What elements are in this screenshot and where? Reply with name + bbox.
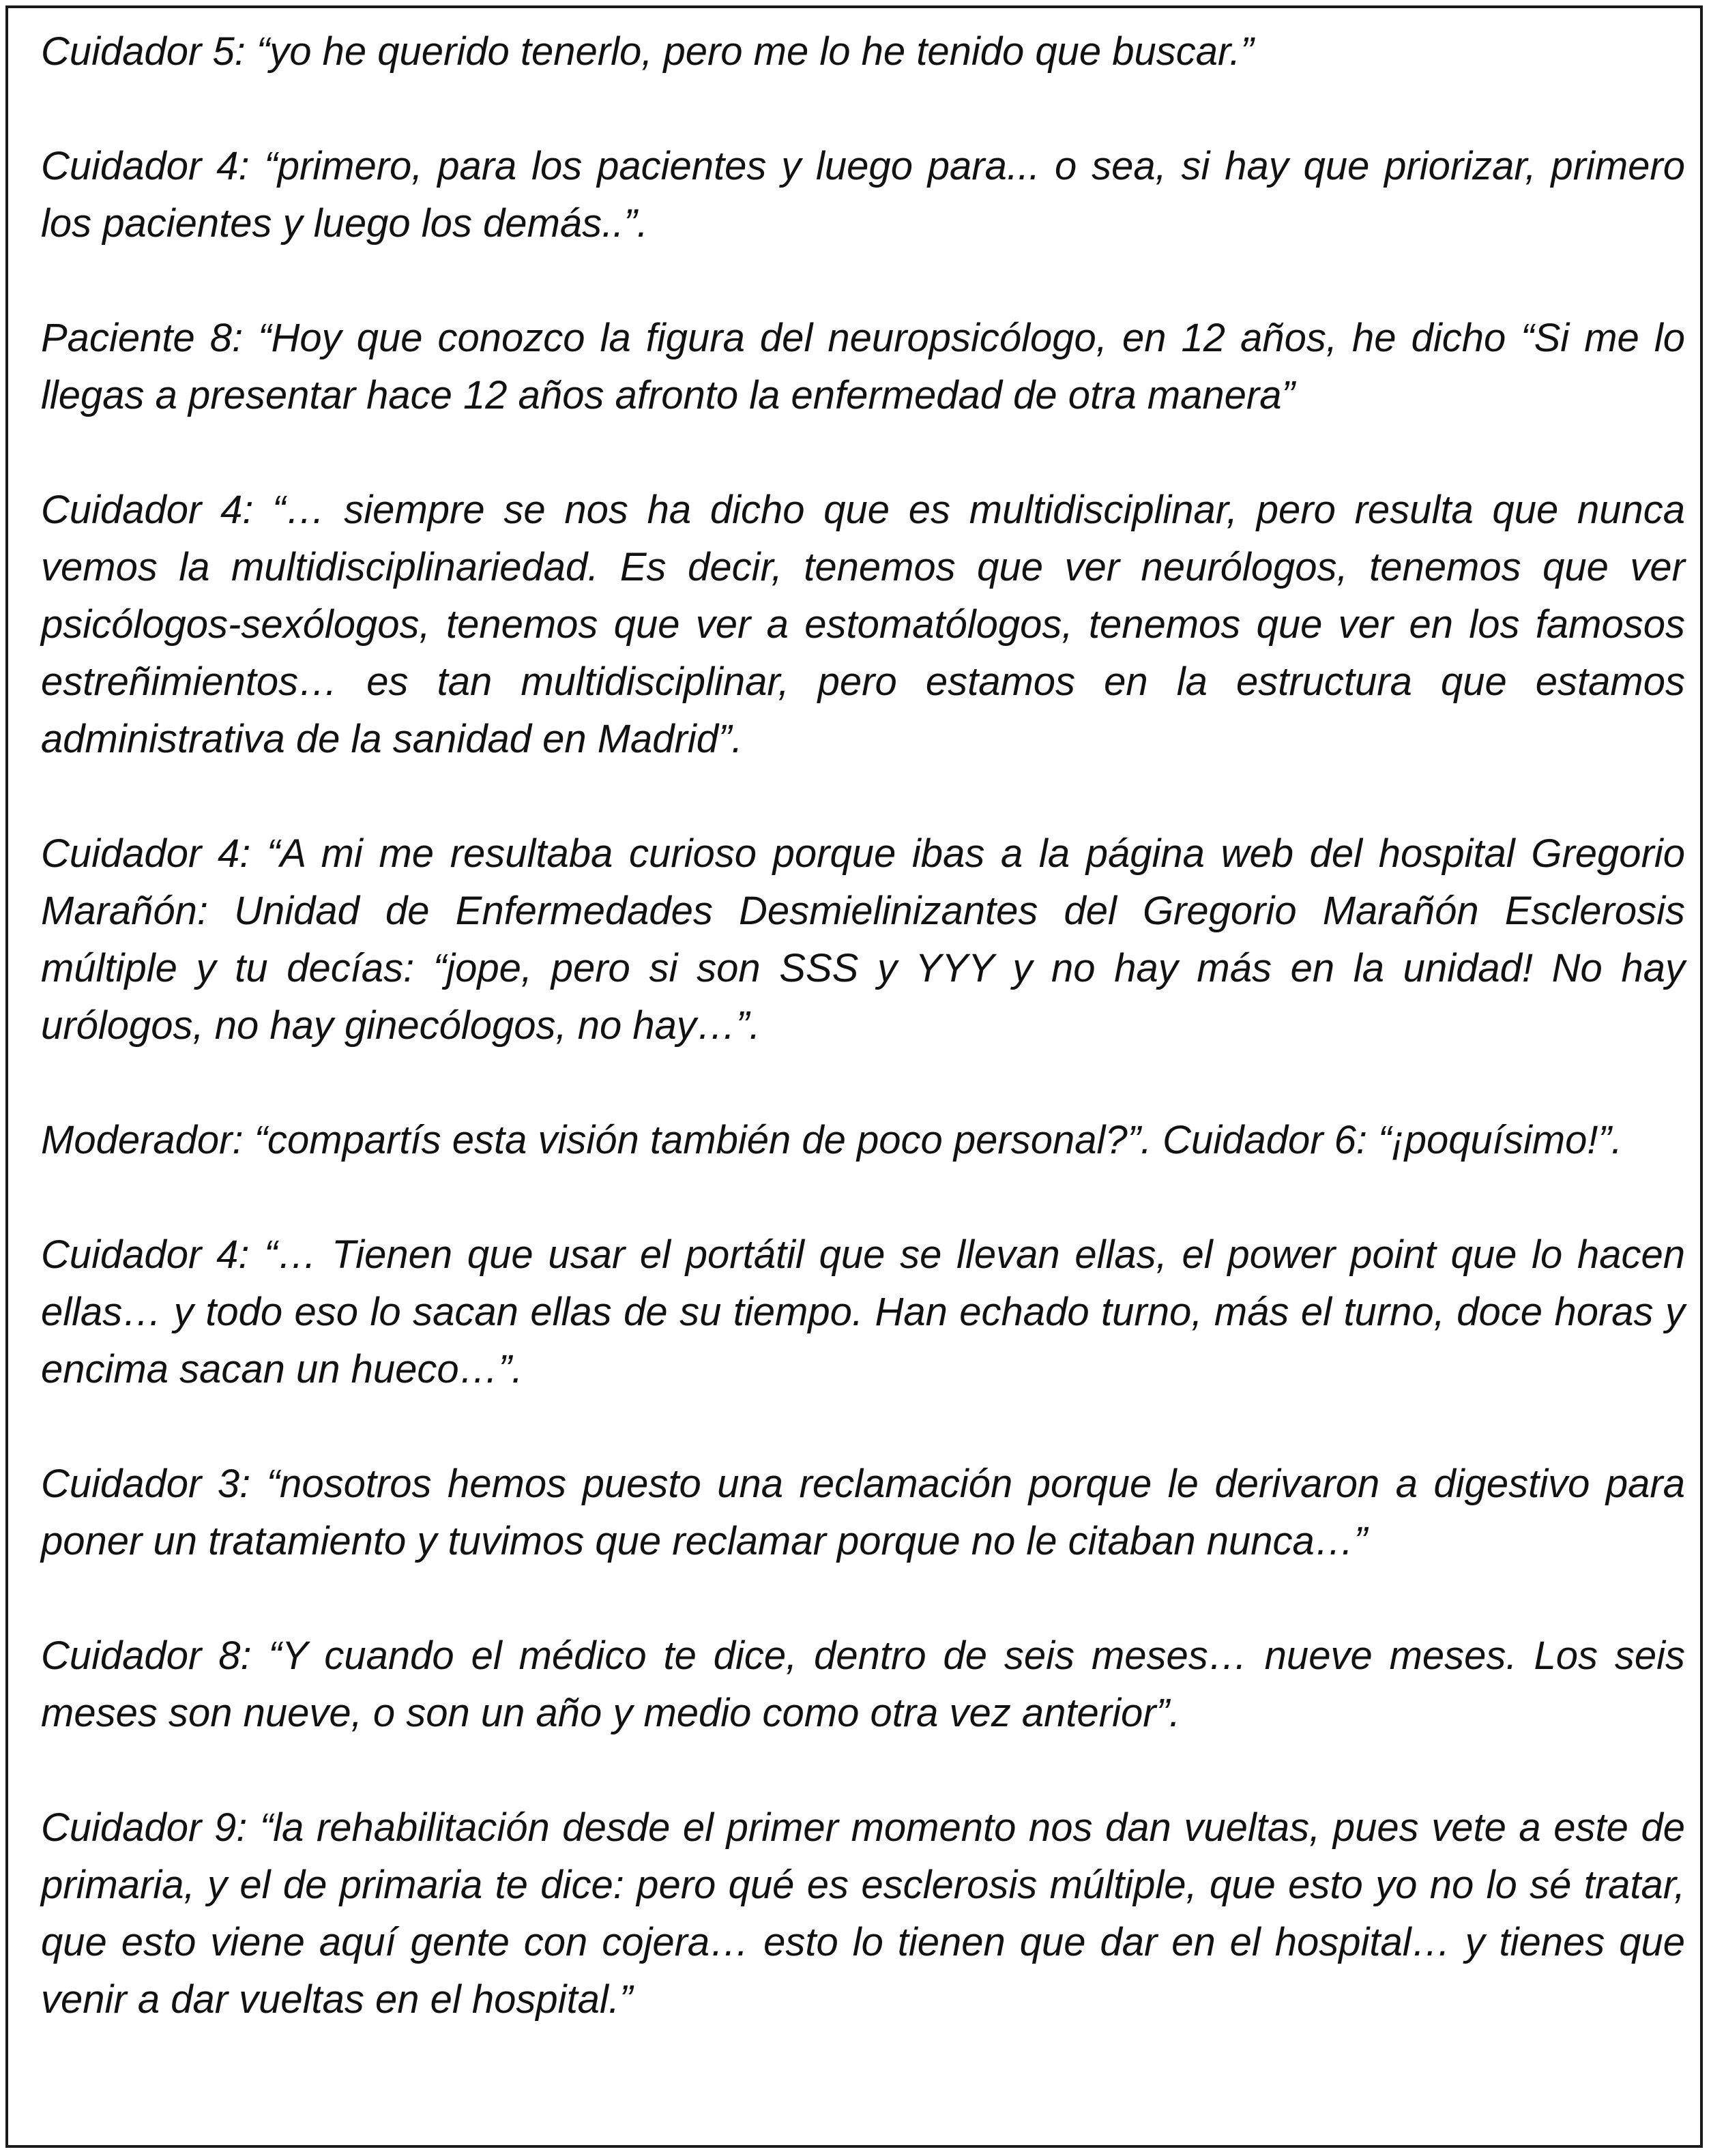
quote-cuidador-4-multidisciplinar: Cuidador 4: “… siempre se nos ha dicho que es multidisciplinar, pero resulta que nunca vemos la multidisciplinariedad. Es decir, tenemos que ver neurólogos, tenemos que ver psicólogos-sexólogos, tenemos que ver a estomatólogos, tenemos que ver en los famosos estreñimientos… es tan multidisciplinar, pero estamos en la estructura que estamos administrativa de la sanidad en Madrid”. bbox=[41, 488, 1685, 761]
quote-cuidador-9: Cuidador 9: “la rehabilitación desde el primer momento nos dan vueltas, pues vete a este de primaria, y el de primaria te dice: pero qué es esclerosis múltiple, que esto yo no lo sé tratar, que esto viene aquí gente con cojera… esto lo tienen que dar en el hospital… y tienes que venir a dar vueltas en el hospital.” bbox=[41, 1805, 1685, 2022]
quotes-box bbox=[5, 5, 1703, 2148]
quote-cuidador-4-pagina-web: Cuidador 4: “A mi me resultaba curioso porque ibas a la página web del hospital Gregorio Marañón: Unidad de Enfermedades Desmielinizantes del Gregorio Marañón Esclerosis múltiple y tu decías: “jope, pero si son SSS y YYY y no hay más en la unidad! No hay urólogos, no hay ginecólogos, no hay…”. bbox=[41, 831, 1685, 1048]
quote-cuidador-8: Cuidador 8: “Y cuando el médico te dice, dentro de seis meses… nueve meses. Los seis meses son nueve, o son un año y medio como otra vez anterior”. bbox=[41, 1634, 1685, 1735]
quote-paciente-8: Paciente 8: “Hoy que conozco la figura del neuropsicólogo, en 12 años, he dicho “Si me lo llegas a presentar hace 12 años afronto la enfermedad de otra manera” bbox=[41, 316, 1685, 417]
quotes-list bbox=[41, 23, 1685, 2028]
quote-cuidador-4-portatil: Cuidador 4: “… Tienen que usar el portátil que se llevan ellas, el power point que lo hacen ellas… y todo eso lo sacan ellas de su tiempo. Han echado turno, más el turno, doce horas y encima sacan un hueco…”. bbox=[41, 1232, 1685, 1391]
quote-cuidador-3: Cuidador 3: “nosotros hemos puesto una reclamación porque le derivaron a digestivo para poner un tratamiento y tuvimos que reclamar porque no le citaban nunca…” bbox=[41, 1462, 1685, 1563]
quote-moderador: Moderador: “compartís esta visión también de poco personal?”. Cuidador 6: “¡poquísimo!”. bbox=[41, 1118, 1622, 1162]
quote-cuidador-5: Cuidador 5: “yo he querido tenerlo, pero me lo he tenido que buscar.” bbox=[41, 29, 1254, 74]
quote-cuidador-4-priorizar: Cuidador 4: “primero, para los pacientes y luego para... o sea, si hay que priorizar, primero los pacientes y luego los demás..”. bbox=[41, 144, 1685, 246]
